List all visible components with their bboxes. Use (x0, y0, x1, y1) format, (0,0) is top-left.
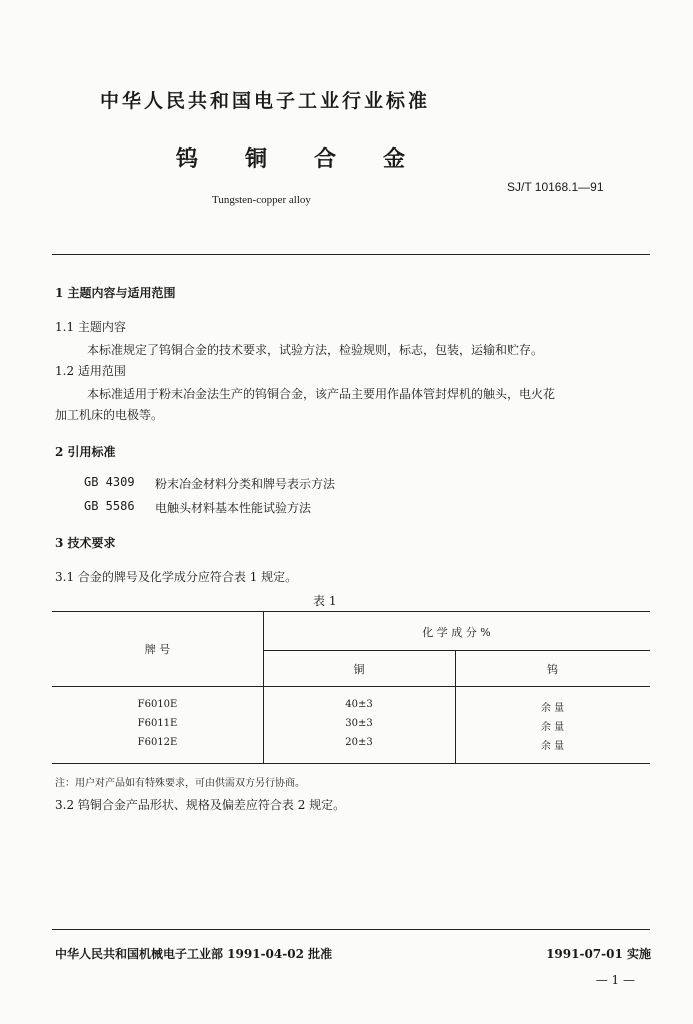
table-row-3-tungsten: 余 量 (540, 741, 565, 752)
page-number: — 1 — (595, 973, 635, 987)
table-bottom-border (52, 763, 650, 764)
standard-code: SJ/T 10168.1—91 (507, 180, 604, 194)
reference-2-code: GB 5586 (84, 499, 135, 513)
document-title: 钨铜合金 (176, 146, 453, 172)
table-note: 注：用户对产品如有特殊要求，可由供需双方另行协商。 (55, 778, 305, 789)
reference-1-code: GB 4309 (84, 475, 135, 489)
table-caption: 表 1 (313, 594, 337, 608)
reference-2-text: 电触头材料基本性能试验方法 (155, 501, 312, 515)
table-row-3-copper: 20±3 (345, 737, 373, 748)
english-subtitle: Tungsten-copper alloy (212, 194, 311, 206)
table-header-tungsten: 钨 (547, 663, 558, 676)
section-1-2-text-line1: 本标准适用于粉末冶金法生产的钨铜合金，该产品主要用作晶体管封焊机的触头，电火花 (87, 387, 556, 401)
table-row-2-grade: F6011E (137, 718, 178, 729)
table-header-border (52, 686, 650, 687)
table-header-copper: 铜 (353, 663, 365, 676)
table-row-3-grade: F6012E (137, 737, 178, 748)
footer-divider (52, 929, 650, 930)
section-2-title: 2 引用标准 (55, 445, 116, 459)
approval-statement: 中华人民共和国机械电子工业部 1991-04-02 批准 (55, 947, 333, 961)
table-row-1-tungsten: 余 量 (540, 703, 565, 714)
section-1-2-text-line2: 加工机床的电极等。 (55, 408, 164, 422)
section-3-2-text: 3.2 钨铜合金产品形状、规格及偏差应符合表 2 规定。 (55, 798, 346, 812)
table-header-grade: 牌 号 (144, 643, 171, 656)
header-divider (52, 254, 650, 255)
section-1-1-title: 1.1 主题内容 (55, 320, 126, 334)
section-3-title: 3 技术要求 (55, 536, 116, 550)
section-1-title: 1 主题内容与适用范围 (55, 286, 176, 300)
table-top-border (52, 611, 650, 612)
table-row-1-copper: 40±3 (345, 699, 373, 710)
table-subheader-border (263, 650, 650, 651)
reference-1-text: 粉末冶金材料分类和牌号表示方法 (155, 477, 336, 491)
section-3-1-text: 3.1 合金的牌号及化学成分应符合表 1 规定。 (55, 570, 298, 584)
section-1-1-text: 本标准规定了钨铜合金的技术要求，试验方法，检验规则，标志，包装，运输和贮存。 (87, 343, 544, 357)
standard-org-heading: 中华人民共和国电子工业行业标准 (100, 90, 431, 112)
table-row-2-tungsten: 余 量 (540, 722, 565, 733)
table-header-composition: 化 学 成 分 % (422, 626, 491, 639)
effective-date: 1991-07-01 实施 (546, 947, 651, 961)
table-row-2-copper: 30±3 (345, 718, 373, 729)
table-row-1-grade: F6010E (137, 699, 178, 710)
section-1-2-title: 1.2 适用范围 (55, 364, 126, 378)
